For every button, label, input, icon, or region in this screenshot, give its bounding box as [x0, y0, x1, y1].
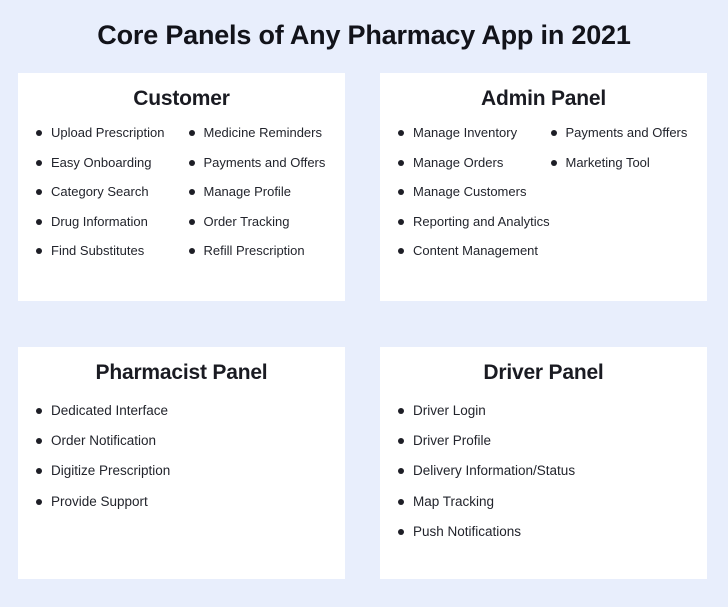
panel-grid: [0, 73, 728, 579]
card-title-admin-panel: Admin Panel: [481, 87, 606, 110]
list-item: Manage Profile: [187, 184, 330, 200]
list-item: Category Search: [34, 184, 177, 200]
list-item: Manage Orders: [396, 155, 539, 171]
list-item: Manage Inventory: [396, 125, 539, 141]
list-item: Find Substitutes: [34, 243, 177, 259]
card-customer: [18, 73, 345, 301]
card-driver-panel: [380, 347, 707, 579]
column-pharmacist: [34, 403, 329, 524]
feature-list: [549, 125, 692, 170]
card-columns-admin: [396, 125, 691, 273]
list-item: Manage Customers: [396, 184, 539, 200]
list-item: Marketing Tool: [549, 155, 692, 171]
card-title-customer: Customer: [133, 87, 230, 110]
list-item: Upload Prescription: [34, 125, 177, 141]
feature-list: [34, 125, 177, 259]
list-item: Digitize Prescription: [34, 463, 329, 479]
feature-list: [396, 403, 691, 540]
card-columns-pharmacist: [34, 403, 329, 524]
list-item: Delivery Information/Status: [396, 463, 691, 479]
list-item: Order Tracking: [187, 214, 330, 230]
list-item: Push Notifications: [396, 524, 691, 540]
feature-list: [34, 403, 329, 510]
feature-list: [396, 125, 550, 259]
card-admin-panel: [380, 73, 707, 301]
card-title-driver-panel: Driver Panel: [483, 361, 604, 384]
list-item: Medicine Reminders: [187, 125, 330, 141]
list-item: Dedicated Interface: [34, 403, 329, 419]
list-item: Easy Onboarding: [34, 155, 177, 171]
list-item: Refill Prescription: [187, 243, 330, 259]
card-columns-driver: [396, 403, 691, 554]
list-item: Provide Support: [34, 494, 329, 510]
list-item: Payments and Offers: [549, 125, 692, 141]
column-left-admin: [396, 125, 550, 273]
list-item: Drug Information: [34, 214, 177, 230]
card-title-pharmacist-panel: Pharmacist Panel: [95, 361, 268, 384]
column-right-customer: [187, 125, 330, 273]
column-right-admin: [549, 125, 692, 273]
column-driver: [396, 403, 691, 554]
card-pharmacist-panel: [18, 347, 345, 579]
list-item: Driver Login: [396, 403, 691, 419]
list-item: Driver Profile: [396, 433, 691, 449]
list-item: Map Tracking: [396, 494, 691, 510]
list-item: Payments and Offers: [187, 155, 330, 171]
list-item: Reporting and Analytics: [396, 214, 539, 230]
page-title: Core Panels of Any Pharmacy App in 2021: [97, 20, 631, 50]
list-item: Order Notification: [34, 433, 329, 449]
list-item: Content Management: [396, 243, 539, 259]
feature-list: [187, 125, 330, 259]
card-columns-customer: [34, 125, 329, 273]
column-left-customer: [34, 125, 177, 273]
